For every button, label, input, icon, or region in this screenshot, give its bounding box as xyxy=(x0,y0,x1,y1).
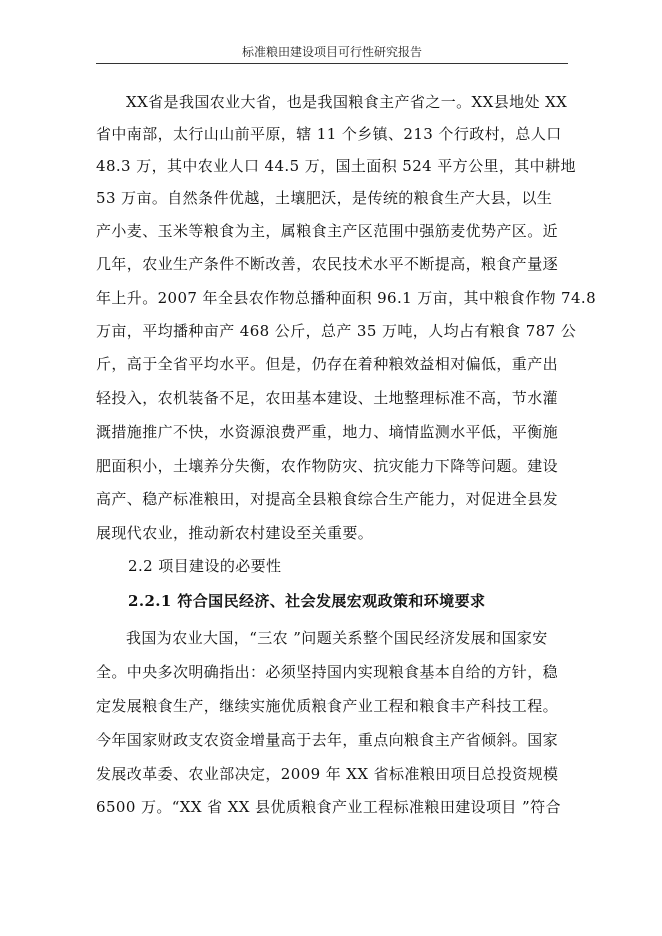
paragraph-1-line: 斤，高于全省平均水平。但是，仍存在着种粮效益相对偏低，重产出 xyxy=(96,355,559,373)
paragraph-1-line: 溉措施推广不快，水资源浪费严重，地力、墒情监测水平低，平衡施 xyxy=(96,423,559,441)
paragraph-1-line: XX省是我国农业大省，也是我国粮食主产省之一。XX县地处 XX xyxy=(126,93,568,111)
paragraph-1-line: 53 万亩。自然条件优越，土壤肥沃，是传统的粮食生产大县，以生 xyxy=(96,189,553,207)
paragraph-2-line: 发展改革委、农业部决定，2009 年 XX 省标准粮田项目总投资规模 xyxy=(96,765,559,783)
header-divider xyxy=(96,63,568,64)
paragraph-1-line: 省中南部，太行山山前平原，辖 11 个乡镇、213 个行政村，总人口 xyxy=(96,125,562,143)
paragraph-2-line: 定发展粮食生产，继续实施优质粮食产业工程和粮食丰产科技工程。 xyxy=(96,697,559,715)
paragraph-2-line: 全。中央多次明确指出：必须坚持国内实现粮食基本自给的方针，稳 xyxy=(96,663,559,681)
page-header-title: 标准粮田建设项目可行性研究报告 xyxy=(241,45,422,59)
paragraph-1-line: 万亩，平均播种亩产 468 公斤，总产 35 万吨，人均占有粮食 787 公 xyxy=(96,322,577,340)
paragraph-1-line: 展现代农业，推动新农村建设至关重要。 xyxy=(96,524,374,542)
paragraph-1-line: 几年，农业生产条件不断改善，农民技术水平不断提高，粮食产量逐 xyxy=(96,255,559,273)
paragraph-2-line: 6500 万。“XX 省 XX 县优质粮食产业工程标准粮田建设项目 ”符合 xyxy=(96,798,561,816)
section-heading-2-2-1: 2.2.1 符合国民经济、社会发展宏观政策和环境要求 xyxy=(128,592,486,610)
paragraph-1-line: 肥面积小，土壤养分失衡，农作物防灾、抗灾能力下降等问题。建设 xyxy=(96,457,559,475)
paragraph-1-line: 高产、稳产标准粮田，对提高全县粮食综合生产能力，对促进全县发 xyxy=(96,490,559,508)
section-heading-2-2: 2.2 项目建设的必要性 xyxy=(128,557,282,575)
paragraph-1-line: 48.3 万，其中农业人口 44.5 万，国土面积 524 平方公里，其中耕地 xyxy=(96,157,576,175)
paragraph-1-line: 轻投入，农机装备不足，农田基本建设、土地整理标准不高，节水灌 xyxy=(96,389,559,407)
paragraph-2-line: 我国为农业大国，“三农 ”问题关系整个国民经济发展和国家安 xyxy=(126,629,548,647)
paragraph-1-line: 年上升。2007 年全县农作物总播种面积 96.1 万亩，其中粮食作物 74.8 xyxy=(96,289,597,307)
paragraph-2-line: 今年国家财政支农资金增量高于去年，重点向粮食主产省倾斜。国家 xyxy=(96,731,559,749)
paragraph-1-line: 产小麦、玉米等粮食为主，属粮食主产区范围中强筋麦优势产区。近 xyxy=(96,222,559,240)
